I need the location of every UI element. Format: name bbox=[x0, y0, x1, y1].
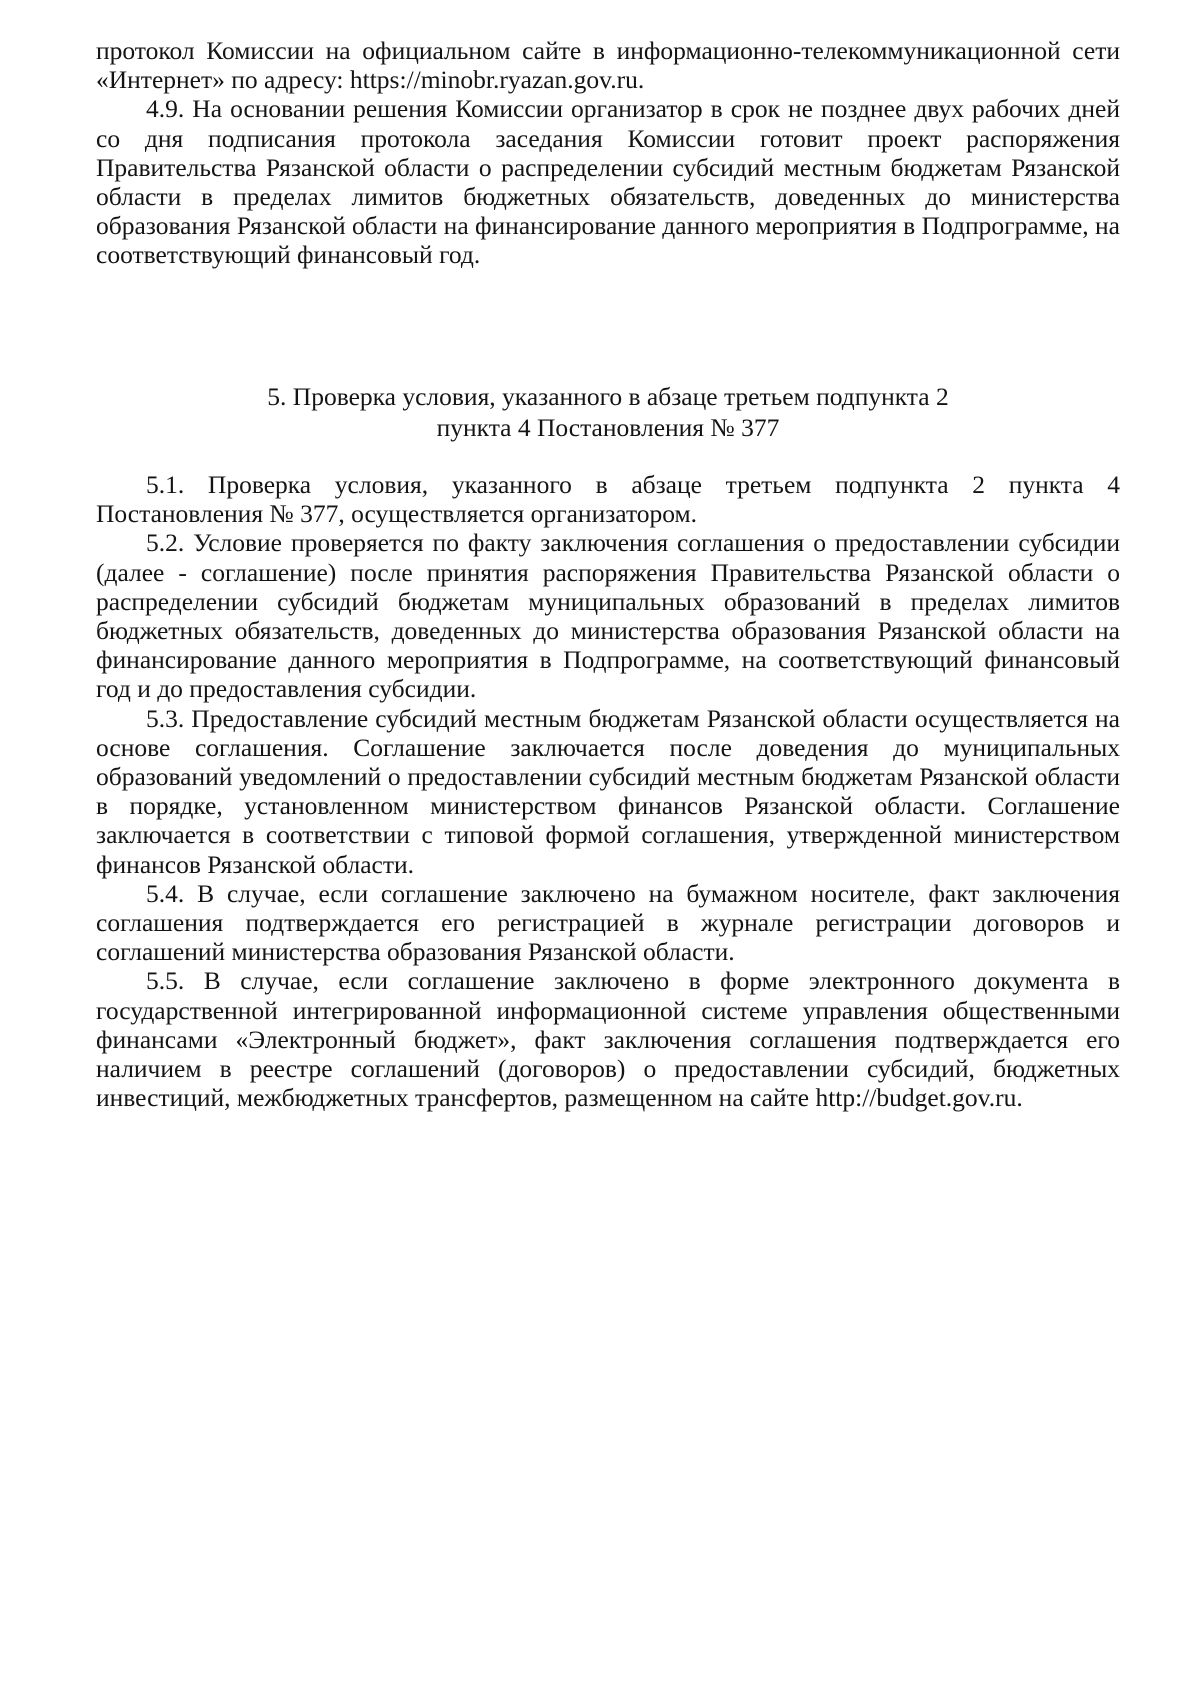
paragraph-5-5: 5.5. В случае, если соглашение заключено в форме электронного документа в государственной интегрированной информационной системе управления общественными финансами «Электронный бюджет», факт заключения соглашения подтверждается его наличием в реестре соглашений (договоров) о предоставлении субсидий, бюджетных инвестиций, межбюджетных трансфертов, размещенном на сайте http://budget.gov.ru. bbox=[96, 966, 1120, 1113]
section-heading-line-2: пункта 4 Постановления № 377 bbox=[436, 413, 780, 442]
section-heading-line-1: 5. Проверка условия, указанного в абзаце третьем подпункта 2 bbox=[267, 382, 949, 411]
paragraph-5-4: 5.4. В случае, если соглашение заключено на бумажном носителе, факт заключения соглашения подтверждается его регистрацией в журнале регистрации договоров и соглашений министерства образования Рязанской области. bbox=[96, 878, 1120, 967]
paragraph-5-1: 5.1. Проверка условия, указанного в абзаце третьем подпункта 2 пункта 4 Постановления № 377, осуществляется организатором. bbox=[96, 470, 1120, 529]
paragraph-5-2: 5.2. Условие проверяется по факту заключения соглашения о предоставлении субсидии (далее - соглашение) после принятия распоряжения Правительства Рязанской области о распределении субсидий бюджетам муниципальных образований в пределах лимитов бюджетных обязательств, доведенных до министерства образования Рязанской области на финансирование данного мероприятия в Подпрограмме, на соответствующий финансовый год и до предоставления субсидии. bbox=[96, 528, 1120, 704]
text-block-main bbox=[96, 470, 1120, 1112]
paragraph-continuation: протокол Комиссии на официальном сайте в информационно-телекоммуникационной сети «Интернет» по адресу: https://minobr.ryazan.gov.ru. bbox=[96, 36, 1120, 95]
paragraph-5-3: 5.3. Предоставление субсидий местным бюджетам Рязанской области осуществляется на основе соглашения. Соглашение заключается после доведения до муниципальных образований уведомлений о предоставлении субсидий местным бюджетам Рязанской области в порядке, установленном министерством финансов Рязанской области. Соглашение заключается в соответствии с типовой формой соглашения, утвержденной министерством финансов Рязанской области. bbox=[96, 703, 1120, 879]
text-block-top bbox=[96, 36, 1120, 270]
section-heading bbox=[96, 381, 1120, 443]
paragraph-4-9: 4.9. На основании решения Комиссии организатор в срок не позднее двух рабочих дней со дня подписания протокола заседания Комиссии готовит проект распоряжения Правительства Рязанской области о распределении субсидий местным бюджетам Рязанской области в пределах лимитов бюджетных обязательств, доведенных до министерства образования Рязанской области на финансирование данного мероприятия в Подпрограмме, на соответствующий финансовый год. bbox=[96, 94, 1120, 270]
